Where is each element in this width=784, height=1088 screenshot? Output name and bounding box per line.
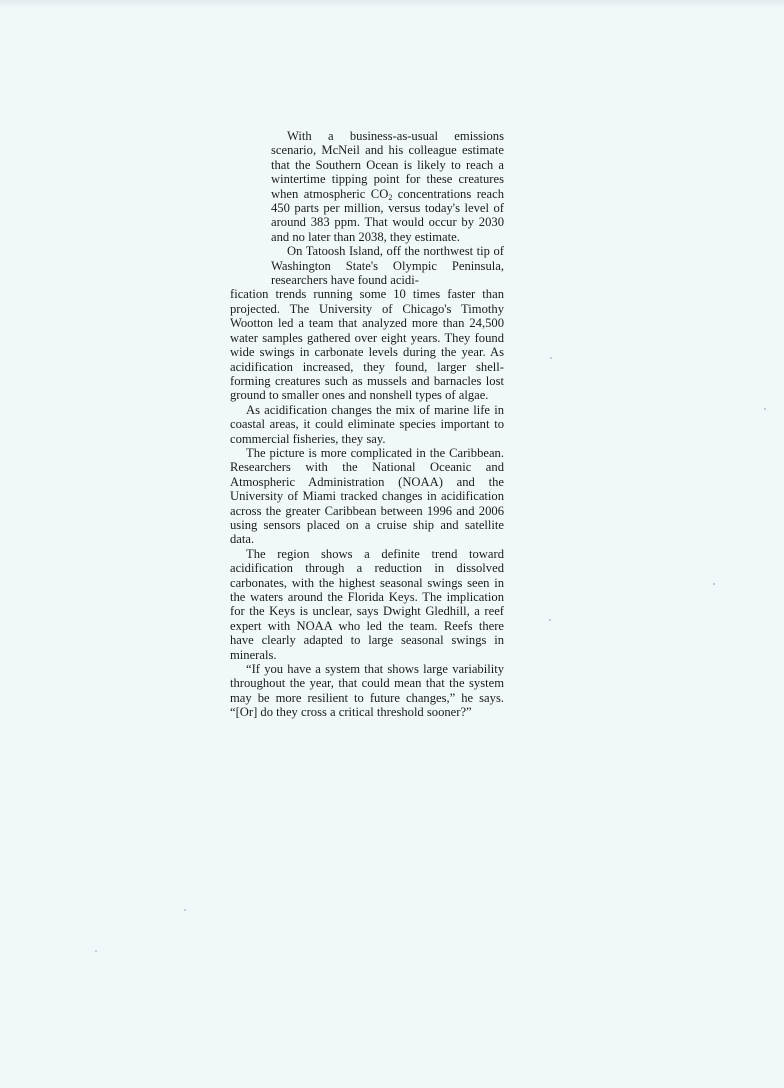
scan-edge-shadow <box>0 0 784 8</box>
paragraph-5: The region shows a definite trend toward acidification through a reduction in dissolved carbonates, with the highest seasonal swings seen in the waters around the Florida Keys. The implication for the Keys is unclear, says Dwight Gledhill, a reef expert with NOAA who led the team. Reefs there have clearly adapted to large seasonal swings in minerals. <box>230 546 504 662</box>
scan-speck <box>550 357 552 359</box>
scan-speck <box>549 619 551 621</box>
scan-speck <box>184 909 186 911</box>
paragraph-2-cont: fication trends running some 10 times faster than projected. The University of Chicago's Timothy Wootton led a team that analyzed more than 24,500 water samples gathered over eight years. They found wide swings in carbonate levels during the year. As acidification increased, they found, larger shell-forming creatures such as mussels and barnacles lost ground to smaller ones and nonshell types of algae. <box>230 287 504 403</box>
co2-subscript: 2 <box>388 192 393 202</box>
paragraph-6: “If you have a system that shows large variability throughout the year, that could mean that the system may be more resilient to future changes,” he says. “[Or] do they cross a critical threshold sooner?” <box>230 662 504 720</box>
narrow-text-block <box>271 129 504 287</box>
paragraph-4: The picture is more complicated in the Caribbean. Researchers with the National Oceanic and Atmospheric Administration (NOAA) and the University of Miami tracked changes in acidification across the greater Caribbean between 1996 and 2006 using sensors placed on a cruise ship and satellite data. <box>230 445 504 547</box>
scan-speck <box>713 583 715 585</box>
paragraph-1-text: With a business-as-usual emissions scenario, McNeil and his colleague estimate that the Southern Ocean is likely to reach a wintertime tipping point for these creatures when atmospheric CO <box>271 129 504 201</box>
scan-speck <box>764 408 766 410</box>
article-column <box>230 129 504 720</box>
paragraph-3: As acidification changes the mix of marine life in coastal areas, it could eliminate species important to commercial fisheries, they say. <box>230 402 504 446</box>
paragraph-2-start: On Tatoosh Island, off the northwest tip of Washington State's Olympic Peninsula, researchers have found acidi- <box>271 244 504 288</box>
scan-speck <box>95 950 97 952</box>
paragraph-1 <box>271 129 504 244</box>
paragraph-1-text-cont: concentrations reach 450 parts per million, versus today's level of around 383 ppm. That would occur by 2030 and no later than 2038, they estimate. <box>271 186 504 244</box>
